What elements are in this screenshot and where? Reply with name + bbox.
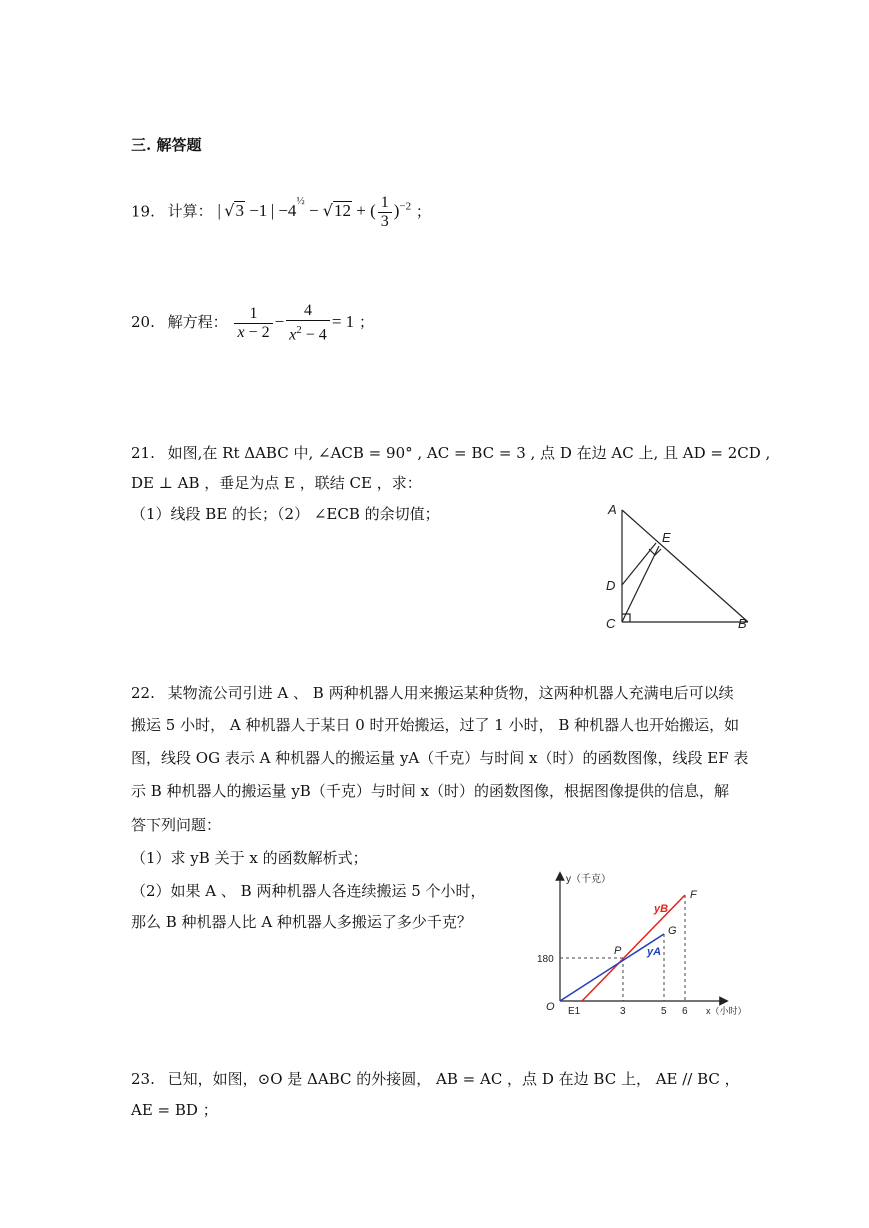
question-lead: 解方程： <box>167 313 228 332</box>
y-tick-180: 180 <box>537 954 554 965</box>
question-19 <box>131 194 431 231</box>
question-tail: ； <box>358 313 374 332</box>
question-lead: 计算： <box>167 202 213 221</box>
question-text: 已知，如图，⊙O 是 ΔABC 的外接圆， AB = AC ，点 D 在边 BC 上， AE // BC ， <box>167 1070 740 1088</box>
question-number: 22. <box>131 684 155 702</box>
line-ya-og <box>560 934 664 1001</box>
question-22-part2b: 那么 B 种机器人比 A 种机器人多搬运了多少千克？ <box>131 913 472 931</box>
question-20 <box>131 302 374 344</box>
point-f-label: F <box>690 889 697 901</box>
question-tail: ； <box>415 202 431 221</box>
question-23-line1 <box>131 1072 740 1087</box>
question-text: 某物流公司引进 A 、 B 两种机器人用来搬运某种货物，这两种机器人充满电后可以续 <box>167 684 734 702</box>
question-22-line5: 答下列问题： <box>131 816 222 834</box>
section-title: 三. 解答题 <box>131 136 202 154</box>
question-number: 20. <box>131 313 155 332</box>
question-22-part1: （1）求 yB 关于 x 的函数解析式； <box>131 849 368 867</box>
x-axis-label: x（小时） <box>706 1006 747 1016</box>
label-e: E <box>662 530 671 545</box>
line-yb-ef <box>582 895 685 1001</box>
question-22-line4: 示 B 种机器人的搬运量 yB（千克）与时间 x（时）的函数图像，根据图像提供的信息，解 <box>131 782 730 800</box>
formula-19: | √3 −1 | $-4^{\frac{1}{2}} - √12$ + ( $\frac{1}{3}$ )$^{-2}$ <box>217 194 412 230</box>
question-21-line2: DE ⊥ AB ，垂足为点 E ，联结 CE ，求： <box>131 474 422 492</box>
question-text: 如图,在 Rt ΔABC 中, ∠ACB = 90° , AC = BC = 3 , 点 D 在边 AC 上, 且 AD = 2CD , <box>167 444 771 462</box>
y-axis-label: y（千克） <box>566 874 611 885</box>
series-ya-label: yA <box>647 946 662 958</box>
point-p-label: P <box>614 945 622 957</box>
question-21-line3: （1）线段 BE 的长；（2） ∠ECB 的余切值； <box>131 505 440 523</box>
x-tick-6: 6 <box>682 1006 688 1017</box>
label-d: D <box>606 578 616 593</box>
segment-ce <box>622 546 659 622</box>
label-c: C <box>606 616 616 631</box>
formula-20: $\frac{1}{x - 2}$ − $\frac{4}{x^2 - 4}$ = 1 <box>232 313 359 331</box>
side-ab <box>622 510 748 622</box>
question-number: 19. <box>131 202 155 221</box>
x-tick-e1: E1 <box>568 1006 581 1017</box>
question-number: 23. <box>131 1070 155 1088</box>
point-g-label: G <box>668 925 677 937</box>
x-tick-5: 5 <box>661 1006 667 1017</box>
triangle-figure <box>600 498 760 636</box>
robot-graph <box>530 868 755 1020</box>
question-number: 21. <box>131 444 155 462</box>
origin-label: O <box>546 1001 555 1013</box>
question-22-part2a: （2）如果 A 、 B 两种机器人各连续搬运 5 个小时， <box>131 882 486 900</box>
question-22-line1 <box>131 686 734 701</box>
series-yb-label: yB <box>654 903 669 915</box>
question-23-line2: AE = BD ； <box>131 1101 218 1119</box>
question-22-line3: 图，线段 OG 表示 A 种机器人的搬运量 yA（千克）与时间 x（时）的函数图像，线段 EF 表 <box>131 749 749 767</box>
question-22-line2: 搬运 5 小时， A 种机器人于某日 0 时开始搬运，过了 1 小时， B 种机器人也开始搬运，如 <box>131 716 740 734</box>
question-21-line1 <box>131 446 770 461</box>
label-a: A <box>608 502 617 517</box>
label-b: B <box>738 616 747 631</box>
x-tick-3: 3 <box>620 1006 626 1017</box>
